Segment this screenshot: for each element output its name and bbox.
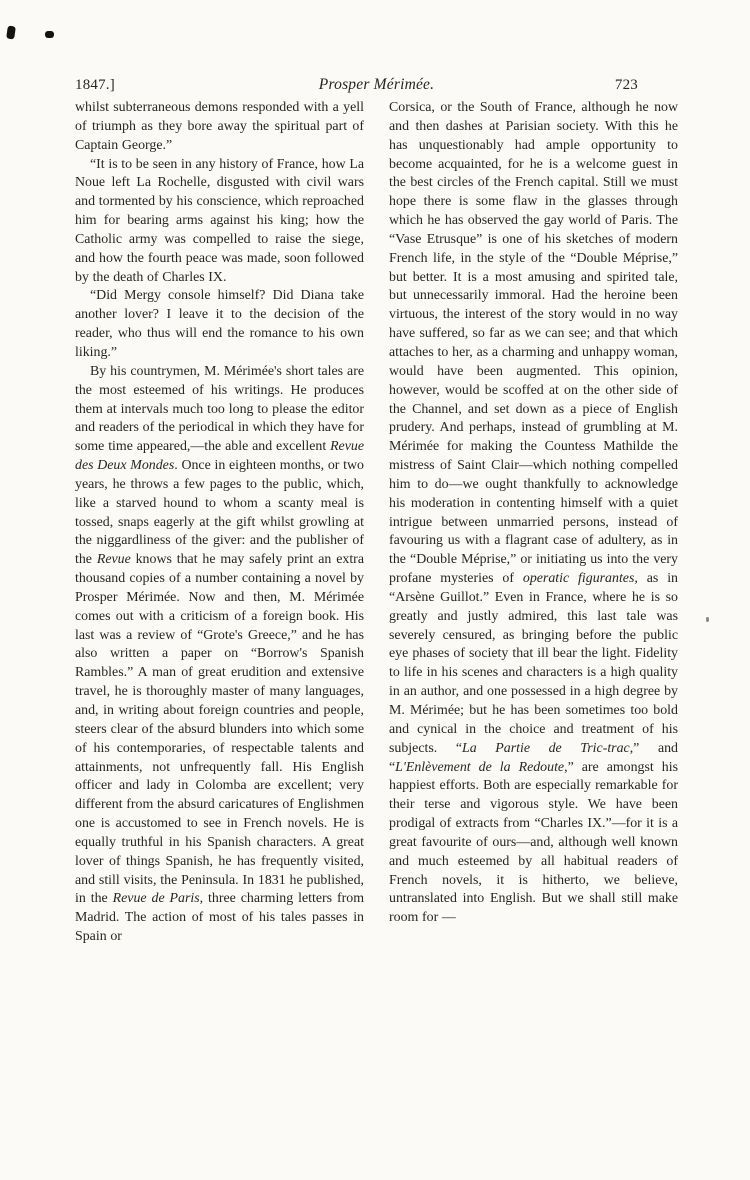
header-year: 1847.] [75,77,115,93]
italic-text-run: L'Enlèvement de la Redoute [395,759,565,775]
scan-artifact [45,31,54,38]
text-run: , as in “Arsène Guillot.” Even in France, where he is so greatly and justly admired, this last tale was severely censured, as bringing before the public eye phases of society that ill bear the light. Fidelity to life in his scenes and characters is a high quality in an author, and one possessed in a high degree by M. Mérimée; but he has been sometimes too bold and cynical in the choice and treatment of his subjects. “ [389,571,678,756]
text-run: By his countrymen, M. Mérimée's short tales are the most esteemed of his writings. He produces them at intervals much too long to please the editor and readers of the periodical in which they have for some time appeared,—the able and excellent [75,363,364,455]
text-run: ,” are amongst his happiest efforts. Both are especially remarkable for their terse and vigorous style. We have been prodigal of extracts from “Charles IX.”—for it is a great favourite of ours—and, although well known and much esteemed by all habitual readers of French novels, it is hitherto, we believe, untranslated into English. But we shall still make room for — [389,759,678,926]
text-columns [75,99,678,947]
text-run: ,” and “ [389,740,678,775]
header-page-number: 723 [614,77,638,93]
scan-artifact [6,26,16,40]
right-column [389,99,678,947]
paragraph [75,287,364,362]
italic-text-run: La Partie de Tric-trac [462,740,630,756]
italic-text-run: Revue de Paris [112,891,200,907]
paragraph [75,363,364,947]
text-run: Corsica, or the South of France, although he now and then dashes at Parisian society. With this he has unquestionably had ample opportunity to become acquainted, for he is a welcome guest in the best circles of the French capital. Still we must hope there is some flaw in the glasses through which he has observed the gay world of Paris. The “Vase Etrusque” is one of his sketches of modern French life, in the style of the “Double Méprise,” but better. It is a most amusing and spirited tale, but unnecessarily immoral. Had the heroine been virtuous, the interest of the story would in no way have suffered, so far as we can see; and that which attaches to her, as a charming and unhappy woman, would have been augmented. This opinion, however, would be scoffed at on the other side of the Channel, and set down as a piece of English prudery. And perhaps, instead of grumbling at M. Mérimée for making the Countess Mathilde the mistress of Saint Clair—which nothing compelled him to do—we ought thankfully to acknowledge his moderation in contenting himself with a quiet intrigue between unmarried persons, instead of favouring us with a flagrant case of adultery, as in the “Double Méprise,” or initiating us into the very profane mysteries of [389,100,678,587]
paragraph [389,99,678,928]
text-run: knows that he may safely print an extra thousand copies of a number containing a novel by Prosper Mérimée. Now and then, M. Mérimée comes out with a criticism of a foreign book. His last was a review of “Grote's Greece,” and he has also written a paper on “Borrow's Spanish Rambles.” A man of great erudition and extensive travel, he is thoroughly master of many languages, and, in writing about foreign countries and people, steers clear of the absurd blunders into which some of his contemporaries, of respectable talents and attainments, not unfrequently fall. His English officer and lady in Colomba are excellent; very different from the absurd caricatures of Englishmen one is accustomed to see in French novels. He is equally truthful in his Spanish characters. A great lover of things Spanish, he has frequently visited, and still visits, the Peninsula. In 1831 he published, in the [75,552,364,907]
text-run: . Once in eighteen months, or two years, he throws a few pages to the public, which, like a starved hound to whom a scanty meal is tossed, snaps eagerly at the gift whilst growling at the niggardliness of the giver: and the publisher of the [75,458,364,568]
text-run: whilst subterraneous demons responded with a yell of triumph as they bore away the spiritual part of Captain George.” [75,100,364,153]
left-column [75,99,364,947]
italic-text-run: operatic figurantes [522,571,635,587]
header-title: Prosper Mérimée. [318,76,435,93]
italic-text-run: Revue [96,552,131,568]
text-run: , three charming letters from Madrid. The action of most of his tales passes in Spain or [75,891,364,945]
page-header [75,76,678,94]
paragraph [75,99,364,156]
paragraph [75,156,364,288]
scan-artifact [706,617,709,622]
text-run: “Did Mergy console himself? Did Diana take another lover? I leave it to the decision of the reader, who thus will end the romance to his own liking.” [75,288,364,360]
text-run: “It is to be seen in any history of France, how La Noue left La Rochelle, disgusted with civil wars and tormented by his conscience, which reproached him for bearing arms against his king; how the Catholic army was compelled to raise the siege, and how the fourth peace was made, soon followed by the death of Charles IX. [75,156,364,285]
italic-text-run: Revue des Deux Mondes [75,439,364,474]
